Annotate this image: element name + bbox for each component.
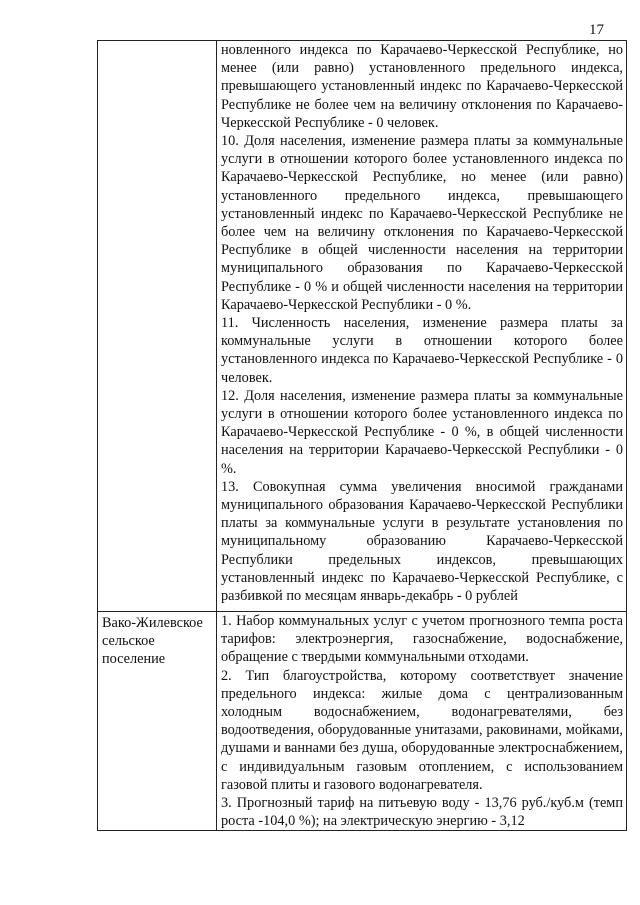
paragraph: 3. Прогнозный тариф на питьевую воду - 13,76 руб./куб.м (темп роста -104,0 %); на электрическую энергию - 3,12 bbox=[221, 795, 623, 830]
municipality-name-cell bbox=[98, 41, 217, 612]
page-number: 17 bbox=[589, 22, 604, 38]
indicators-cell bbox=[217, 41, 627, 612]
indicators-cell bbox=[217, 612, 627, 831]
table-row bbox=[98, 612, 627, 831]
paragraph: 12. Доля населения, изменение размера платы за коммунальные услуги в отношении которого более установленного индекса по Карачаево-Черкесской Республике - 0 %, в общей численности населения на территории Карачаево-Черкесской Республики - 0 %. bbox=[221, 387, 623, 477]
municipal-indicators-table bbox=[97, 40, 627, 831]
municipality-name-cell bbox=[98, 612, 217, 831]
paragraph: новленного индекса по Карачаево-Черкесской Республике, но менее (или равно) установленного предельного индекса, превышающего установленный индекс по Карачаево-Черкесской Республике не более чем на величину отклонения по Карачаево-Черкесской Республике - 0 человек. bbox=[221, 42, 623, 131]
paragraph: 2. Тип благоустройства, которому соответствует значение предельного индекса: жилые дома с централизованным холодным водоснабжением, водонагревателями, без водоотведения, оборудованные унитазами, раковинами, мойками, душами и ваннами без душа, оборудованные электроснабжением, с индивидуальным газовым отоплением, с использованием газовой плиты и газового водонагревателя. bbox=[221, 667, 623, 793]
paragraph: 1. Набор коммунальных услуг с учетом прогнозного темпа роста тарифов: электроэнергия, газоснабжение, водоснабжение, обращение с твердыми коммунальными отходами. bbox=[221, 613, 623, 666]
municipality-name bbox=[102, 41, 213, 43]
paragraph: 13. Совокупная сумма увеличения вносимой гражданами муниципального образования Карачаево-Черкесской Республики платы за коммунальные услуги в результате установления по муниципальному образованию Карачаево-Черкесской Республики предельных индексов, превышающих установленный индекс по Карачаево-Черкесской Республике, с разбивкой по месяцам январь-декабрь - 0 рублей bbox=[221, 478, 623, 605]
paragraph: 11. Численность населения, изменение размера платы за коммунальные услуги в отношении которого более установленного индекса по Карачаево-Черкесской Республике - 0 человек. bbox=[221, 315, 623, 386]
municipality-name: Вако-Жилевское сельское поселение bbox=[102, 615, 203, 668]
paragraph: 10. Доля населения, изменение размера платы за коммунальные услуги в отношении которого более установленного индекса по Карачаево-Черкесской Республике, но менее (или равно) установленного предельного индекса, превышающего установленный индекс по Карачаево-Черкесской Республике не более чем на величину отклонения по Карачаево-Черкесской Республике в общей численности населения на территории муниципального образования по Карачаево-Черкесской Республике - 0 % и общей численности населения на территории Карачаево-Черкесской Республики - 0 %. bbox=[221, 133, 623, 313]
table-row bbox=[98, 41, 627, 612]
